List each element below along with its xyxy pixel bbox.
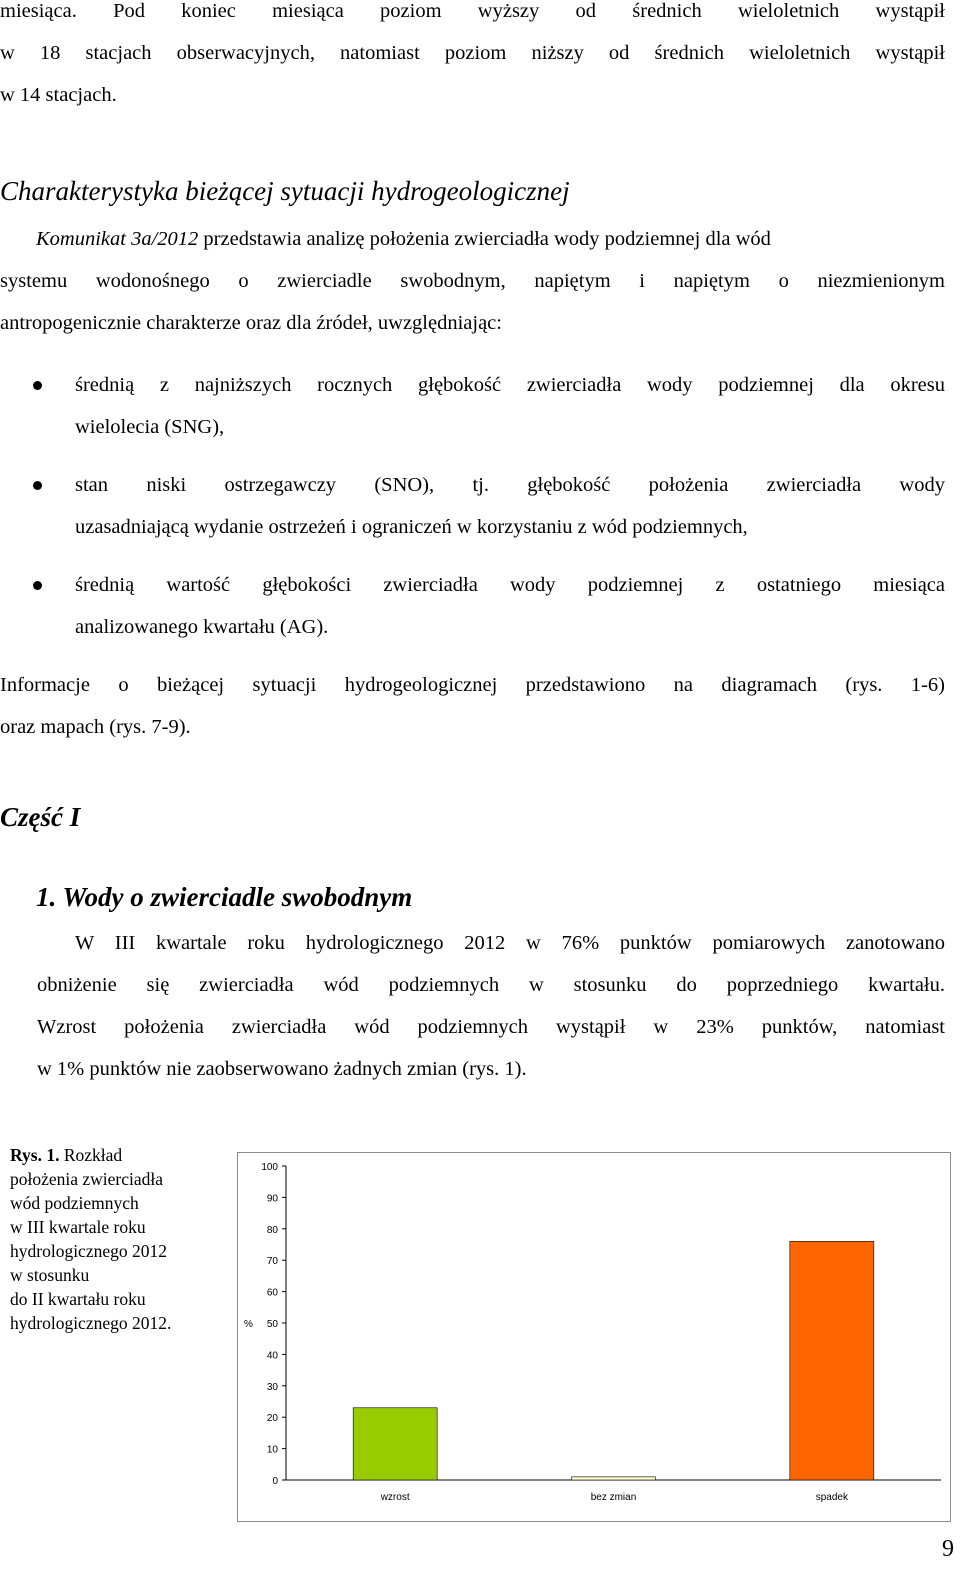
intro-line-1: miesiąca. Pod koniec miesiąca poziom wyższy od średnich wieloletnich wystąpił	[0, 0, 945, 22]
section-heading: Charakterystyka bieżącej sytuacji hydrogeologicznej	[0, 176, 570, 206]
body-line-2: obniżenie się zwierciadła wód podziemnych w stosunku do poprzedniego kwartału.	[37, 974, 945, 996]
x-tick-label: bez zmian	[590, 1492, 637, 1503]
y-tick-label: 0	[272, 1476, 278, 1487]
bullet-1-line-2: wielolecia (SNG),	[75, 416, 225, 438]
figure-caption-line-2: położenia zwierciadła	[10, 1169, 164, 1189]
info-line-2: oraz mapach (rys. 7-9).	[0, 716, 191, 738]
bar-wzrost	[353, 1408, 437, 1480]
y-tick-label: 60	[266, 1287, 278, 1299]
y-tick-label: 30	[266, 1381, 278, 1393]
info-line-1: Informacje o bieżącej sytuacji hydrogeologicznej przedstawiono na diagramach (rys. 1-6)	[0, 674, 945, 696]
body-line-4: w 1% punktów nie zaobserwowano żadnych zmian (rys. 1).	[37, 1058, 527, 1080]
bullet-dot	[33, 381, 42, 390]
bullet-2-line-1: stan niski ostrzegawczy (SNO), tj. głębokość położenia zwierciadła wody	[75, 474, 945, 496]
part-heading: Część I	[0, 802, 81, 832]
y-tick-label: 90	[266, 1193, 278, 1205]
figure-caption-rest: Rozkład	[59, 1145, 123, 1165]
bar-bez-zmian	[572, 1477, 656, 1480]
section-para-line-1	[36, 218, 945, 260]
section-para-line-1-rest: przedstawia analizę położenia zwierciadła wody podziemnej dla wód	[198, 228, 771, 250]
figure-caption-line-8: hydrologicznego 2012.	[10, 1313, 172, 1333]
body-line-3: Wzrost położenia zwierciadła wód podziemnych wystąpił w 23% punktów, natomiast	[37, 1016, 945, 1038]
y-tick-label: 70	[266, 1256, 278, 1268]
y-tick-label: 50	[266, 1319, 278, 1330]
bullet-dot	[33, 481, 42, 490]
bullet-3-line-2: analizowanego kwartału (AG).	[75, 616, 329, 638]
y-tick-label: 40	[266, 1350, 278, 1362]
intro-line-3: w 14 stacjach.	[0, 84, 117, 106]
y-tick-label: 80	[266, 1224, 278, 1236]
x-tick-label: spadek	[815, 1492, 848, 1503]
section-para-line-2: systemu wodonośnego o zwierciadle swobodnym, napiętym i napiętym o niezmienionym	[0, 270, 945, 292]
figure-number: Rys. 1.	[10, 1145, 60, 1165]
page-number: 9	[942, 1536, 954, 1562]
bar-spadek	[790, 1241, 874, 1480]
figure-caption-line-5: hydrologicznego 2012	[10, 1241, 167, 1261]
y-tick-label: 10	[266, 1444, 278, 1456]
intro-line-2: w 18 stacjach obserwacyjnych, natomiast poziom niższy od średnich wieloletnich wystąpił	[0, 42, 945, 64]
figure-caption-line-1	[10, 1143, 122, 1167]
bullet-dot	[33, 581, 42, 590]
bullet-2-line-2: uzasadniającą wydanie ostrzeżeń i ograniczeń w korzystaniu z wód podziemnych,	[75, 516, 748, 538]
figure-caption-line-7: do II kwartału roku	[10, 1289, 146, 1309]
section-para-line-3: antropogenicznie charakterze oraz dla źródeł, uwzględniając:	[0, 312, 502, 334]
bullet-3-line-1: średnią wartość głębokości zwierciadła wody podziemnej z ostatniego miesiąca	[75, 574, 945, 596]
bullet-1-line-1: średnią z najniższych rocznych głębokość zwierciadła wody podziemnej dla okresu	[75, 374, 945, 396]
chart-frame	[237, 1152, 951, 1522]
y-axis-label: %	[244, 1319, 253, 1330]
subsection-heading: 1. Wody o zwierciadle swobodnym	[36, 882, 413, 912]
y-tick-label: 100	[261, 1162, 278, 1173]
x-tick-label: wzrost	[380, 1492, 410, 1503]
communique-id: Komunikat 3a/2012	[36, 228, 199, 250]
body-line-1: W III kwartale roku hydrologicznego 2012 w 76% punktów pomiarowych zanotowano	[75, 932, 945, 954]
y-tick-label: 20	[266, 1413, 278, 1425]
figure-caption-line-6: w stosunku	[10, 1265, 90, 1285]
bar-chart	[238, 1153, 950, 1521]
figure-caption-line-3: wód podziemnych	[10, 1193, 139, 1213]
figure-caption-line-4: w III kwartale roku	[10, 1217, 146, 1237]
